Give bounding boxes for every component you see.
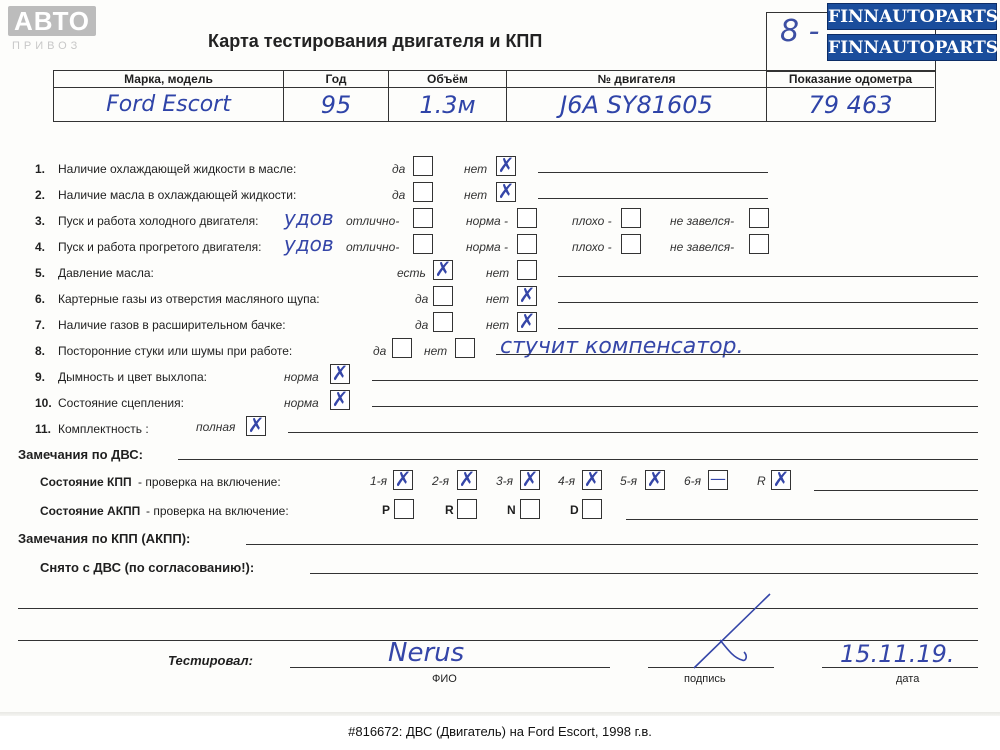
dash-mark: — [710, 469, 726, 488]
logo-main-text: АВТО [8, 6, 96, 36]
checkmark: ✗ [497, 179, 515, 203]
item-label: Наличие газов в расширительном бачке: [58, 318, 286, 332]
checkbox-excellent[interactable] [413, 208, 433, 228]
item-label: Давление масла: [58, 266, 154, 280]
checkbox-gear-6[interactable] [708, 470, 728, 490]
signature-caption: подпись [684, 673, 726, 685]
removed-parts-label: Снято с ДВС (по согласованию!): [40, 560, 255, 575]
checkbox-yes[interactable] [413, 156, 433, 176]
handwritten-note: стучит компенсатор. [500, 334, 744, 359]
option-no-label: нет [464, 188, 488, 202]
checkbox-gear-2[interactable] [457, 467, 477, 491]
item-label: Пуск и работа прогретого двигателя: [58, 240, 262, 254]
item-label: Картерные газы из отверстия масляного щупа: [58, 292, 320, 306]
col-engine-number [507, 71, 767, 121]
item-row-2 [0, 179, 1000, 208]
value-volume: 1.3м [419, 91, 476, 119]
option-normal-label: норма [284, 370, 319, 384]
item-row-11 [0, 413, 1000, 442]
value-odometer: 79 463 [808, 91, 893, 119]
item-row-3 [0, 208, 1000, 234]
watermark-finnautoparts: FINNAUTOPARTS [827, 3, 997, 30]
checkbox-no[interactable] [455, 338, 475, 358]
checkbox-gear-4[interactable] [582, 467, 602, 491]
checkbox-no[interactable] [517, 283, 537, 307]
checkbox-normal[interactable] [330, 387, 350, 411]
note-line [814, 490, 978, 491]
kpp-label-bold: Состояние КПП [40, 475, 132, 489]
option-no-start-label: не завелся- [670, 240, 735, 254]
item-number: 10. [35, 396, 52, 410]
item-row-9 [0, 361, 1000, 390]
value-engine-number: J6A SY81605 [560, 91, 713, 119]
document-number-handwritten: 8 - [780, 14, 820, 49]
kpp-remarks-row [0, 528, 1000, 554]
engine-remarks-row [0, 442, 1000, 468]
col-volume [389, 71, 507, 121]
checkmark: ✗ [247, 413, 265, 437]
kpp-label-rest: - проверка на включение: [138, 475, 281, 489]
checkbox-no-start[interactable] [749, 208, 769, 228]
blank-line [18, 608, 978, 609]
checkbox-bad[interactable] [621, 234, 641, 254]
date-caption: дата [896, 673, 920, 685]
note-line [538, 172, 768, 173]
item-number: 9. [35, 370, 46, 384]
checkbox-yes[interactable] [433, 286, 453, 306]
note-line [310, 573, 978, 574]
checkmark: ✗ [497, 153, 515, 177]
col-make-model [54, 71, 284, 121]
option-no-label: нет [464, 162, 488, 176]
checkmark: ✗ [646, 467, 664, 491]
option-yes-label: да [392, 162, 406, 176]
note-line [558, 328, 978, 329]
checkbox-normal[interactable] [517, 234, 537, 254]
header-make-model: Марка, модель [54, 71, 283, 88]
item-number: 6. [35, 292, 46, 306]
checkbox-excellent[interactable] [413, 234, 433, 254]
note-line [496, 354, 978, 355]
note-line [288, 432, 978, 433]
watermark-finnautoparts: FINNAUTOPARTS [827, 34, 997, 61]
date-handwritten: 15.11.19. [840, 640, 955, 668]
item-number: 3. [35, 214, 46, 228]
header-volume: Объём [389, 71, 506, 88]
item-row-10 [0, 387, 1000, 416]
item-number: 7. [35, 318, 46, 332]
tester-name-handwritten: Nerus [388, 638, 465, 668]
value-make-model: Ford Escort [106, 92, 231, 117]
akpp-check-row [0, 497, 1000, 525]
item-label: Комплектность : [58, 422, 149, 436]
checkbox-position-d[interactable] [582, 499, 602, 519]
checkmark: ✗ [458, 467, 476, 491]
checkbox-position-r[interactable] [457, 499, 477, 519]
position-p-label: P [382, 503, 391, 517]
checkbox-no[interactable] [517, 309, 537, 333]
checkbox-yes[interactable] [413, 182, 433, 202]
option-yes-label: да [415, 318, 429, 332]
gear-5-label: 5-я [620, 474, 638, 488]
item-row-5 [0, 257, 1000, 286]
checkbox-no-start[interactable] [749, 234, 769, 254]
checkbox-bad[interactable] [621, 208, 641, 228]
blank-line [18, 640, 978, 641]
option-excellent-label: отлично- [346, 214, 400, 228]
handwritten-rating: удов [284, 206, 334, 230]
akpp-label-rest: - проверка на включение: [146, 504, 289, 518]
avtoprivoz-logo [8, 6, 108, 54]
signature-scribble [690, 590, 780, 670]
tested-by-label: Тестировал: [168, 653, 253, 668]
position-d-label: D [570, 503, 579, 517]
option-yes-label: да [373, 344, 387, 358]
checkmark: ✗ [518, 283, 536, 307]
option-no-label: нет [486, 266, 510, 280]
checkmark: ✗ [331, 387, 349, 411]
note-line [246, 544, 978, 545]
item-number: 5. [35, 266, 46, 280]
item-row-6 [0, 283, 1000, 312]
checkbox-position-n[interactable] [520, 499, 540, 519]
checkbox-gear-5[interactable] [645, 467, 665, 491]
option-bad-label: плохо - [572, 214, 612, 228]
option-yes-label: да [415, 292, 429, 306]
note-line [372, 380, 978, 381]
akpp-label-bold: Состояние АКПП [40, 504, 141, 518]
option-yes-label: есть [397, 266, 426, 280]
checkbox-gear-1[interactable] [393, 467, 413, 491]
item-number: 2. [35, 188, 46, 202]
item-number: 8. [35, 344, 46, 358]
col-year [284, 71, 389, 121]
checkbox-normal[interactable] [517, 208, 537, 228]
item-label: Наличие охлаждающей жидкости в масле: [58, 162, 297, 176]
checkbox-yes[interactable] [433, 257, 453, 281]
checkbox-complete[interactable] [246, 413, 266, 437]
gear-4-label: 4-я [558, 474, 576, 488]
checkbox-normal[interactable] [330, 361, 350, 385]
option-excellent-label: отлично- [346, 240, 400, 254]
checkbox-position-p[interactable] [394, 499, 414, 519]
logo-sub-text: ПРИВОЗ [12, 40, 82, 52]
checkbox-no[interactable] [496, 179, 516, 203]
item-row-8 [0, 334, 1000, 364]
note-line [626, 519, 978, 520]
col-odometer [767, 71, 934, 121]
checkmark: ✗ [394, 467, 412, 491]
item-row-4 [0, 234, 1000, 260]
checkmark: ✗ [772, 467, 790, 491]
checkmark: ✗ [434, 257, 452, 281]
item-number: 11. [35, 422, 52, 436]
option-normal-label: норма - [466, 214, 509, 228]
option-normal-label: норма [284, 396, 319, 410]
note-line [372, 406, 978, 407]
position-n-label: N [507, 503, 516, 517]
gear-6-label: 6-я [684, 474, 702, 488]
header-odometer: Показание одометра [767, 71, 934, 88]
position-r-label: R [445, 503, 454, 517]
removed-parts-row [0, 556, 1000, 582]
handwritten-rating: удов [284, 232, 334, 256]
kpp-check-row [0, 468, 1000, 496]
engine-remarks-label: Замечания по ДВС: [18, 447, 143, 462]
checkbox-no[interactable] [517, 260, 537, 280]
checkmark: ✗ [521, 467, 539, 491]
gear-1-label: 1-я [370, 474, 388, 488]
header-engine-number: № двигателя [507, 71, 766, 88]
header-year: Год [284, 71, 388, 88]
checkbox-gear-r[interactable] [771, 467, 791, 491]
checkbox-yes[interactable] [392, 338, 412, 358]
item-label: Пуск и работа холодного двигателя: [58, 214, 259, 228]
checkbox-no[interactable] [496, 153, 516, 177]
option-normal-label: норма - [466, 240, 509, 254]
option-yes-label: да [392, 188, 406, 202]
fio-caption: ФИО [432, 673, 457, 685]
note-line [558, 302, 978, 303]
checkbox-yes[interactable] [433, 312, 453, 332]
checkmark: ✗ [583, 467, 601, 491]
gear-2-label: 2-я [432, 474, 450, 488]
value-year: 95 [320, 91, 352, 119]
item-label: Дымность и цвет выхлопа: [58, 370, 207, 384]
note-line [538, 198, 768, 199]
note-line [178, 459, 978, 460]
option-bad-label: плохо - [572, 240, 612, 254]
listing-caption: #816672: ДВС (Двигатель) на Ford Escort, 1998 г.в. [0, 716, 1000, 750]
option-no-label: нет [486, 318, 510, 332]
gear-r-label: R [757, 474, 766, 488]
item-label: Наличие масла в охлаждающей жидкости: [58, 188, 297, 202]
checkbox-gear-3[interactable] [520, 467, 540, 491]
note-line [558, 276, 978, 277]
checkmark: ✗ [518, 309, 536, 333]
option-no-start-label: не завелся- [670, 214, 735, 228]
item-label: Состояние сцепления: [58, 396, 184, 410]
option-no-label: нет [424, 344, 448, 358]
kpp-remarks-label: Замечания по КПП (АКПП): [18, 531, 191, 546]
item-number: 4. [35, 240, 46, 254]
option-complete-label: полная [196, 420, 236, 434]
gear-3-label: 3-я [496, 474, 514, 488]
item-label: Посторонние стуки или шумы при работе: [58, 344, 293, 358]
vehicle-info-table [53, 70, 936, 122]
option-no-label: нет [486, 292, 510, 306]
form-title: Карта тестирования двигателя и КПП [208, 31, 543, 51]
item-number: 1. [35, 162, 46, 176]
checkmark: ✗ [331, 361, 349, 385]
